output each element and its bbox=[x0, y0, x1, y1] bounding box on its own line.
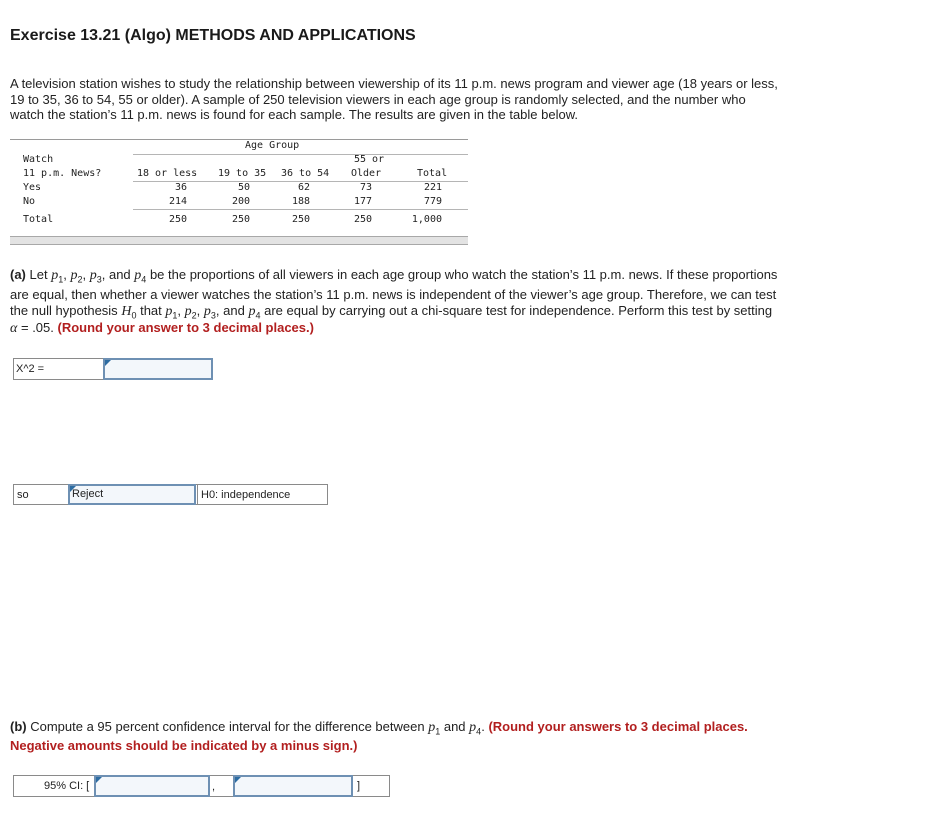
h0-label: H0: independence bbox=[201, 489, 291, 501]
table-cell: 177 bbox=[353, 196, 372, 207]
table-cell: 250 bbox=[353, 214, 372, 225]
table-col-header-line2: Older bbox=[351, 168, 382, 179]
part-a-text: = .05. bbox=[20, 320, 54, 335]
ci-label: 95% CI: [ bbox=[44, 780, 90, 792]
table-cell: 250 bbox=[168, 214, 187, 225]
var-p2: p bbox=[184, 304, 192, 319]
chi-square-input[interactable] bbox=[103, 358, 213, 380]
conclusion-divider bbox=[197, 485, 198, 504]
table-col-header: 55 or bbox=[354, 154, 385, 165]
var-p4: p bbox=[248, 304, 256, 319]
decision-dropdown[interactable] bbox=[68, 484, 196, 505]
round-note: (Round your answer to 3 decimal places.) bbox=[57, 320, 314, 335]
var-p4: p bbox=[134, 268, 142, 283]
word-and: and bbox=[108, 267, 131, 282]
round-note: (Round your answers to 3 decimal places. bbox=[488, 719, 748, 734]
var-sub: 4 bbox=[141, 274, 147, 285]
part-a-text: be the proportions of all viewers in each age group who watch the station’s 11 p.m. news. If these proportions bbox=[149, 267, 778, 282]
table-group-rule bbox=[133, 154, 468, 155]
var-sub: 0 bbox=[131, 310, 137, 321]
part-b-line-1 bbox=[10, 719, 910, 740]
ci-close-bracket: ] bbox=[357, 780, 361, 792]
var-sub: 3 bbox=[210, 310, 216, 321]
table-cell: 250 bbox=[231, 214, 250, 225]
table-col-header: 36 to 54 bbox=[281, 168, 330, 179]
intro-line-1: A television station wishes to study the relationship between viewership of its 11 p.m. news program and viewer age (18 years or less, bbox=[10, 76, 778, 91]
table-bottom-bar bbox=[10, 236, 468, 245]
intro-line-2: 19 to 35, 36 to 54, 55 or older). A sample of 250 television viewers in each age group is randomly selected, and the number who bbox=[10, 92, 746, 107]
var-p1: p bbox=[165, 304, 173, 319]
part-a-line-1: (a) Let $p_1$, $p_2$, $p_3$, and $p_4$ be the proportions of all viewers in each age group who watch the station’s 11 p.m. news. If these proportions bbox=[10, 267, 778, 285]
var-sub: 2 bbox=[77, 274, 83, 285]
intro-line-3: watch the station’s 11 p.m. news is found for each sample. The results are given in the table below. bbox=[10, 107, 578, 122]
var-sub: 3 bbox=[96, 274, 102, 285]
var-sub: 4 bbox=[476, 726, 482, 737]
table-row-label: No bbox=[23, 196, 36, 207]
var-sub: 1 bbox=[435, 726, 441, 737]
var-h0: H bbox=[121, 304, 132, 319]
ci-upper-input[interactable] bbox=[233, 775, 353, 797]
table-cell: 779 bbox=[423, 196, 442, 207]
part-a-label: (a) bbox=[10, 267, 26, 282]
table-top-rule bbox=[10, 139, 468, 140]
table-cell: 188 bbox=[291, 196, 310, 207]
so-label: so bbox=[17, 489, 29, 501]
table-col-header: Total bbox=[417, 168, 448, 179]
decision-value: Reject bbox=[72, 488, 104, 500]
var-sub: 1 bbox=[172, 310, 178, 321]
table-col-header: 18 or less bbox=[137, 168, 198, 179]
table-cell: 200 bbox=[231, 196, 250, 207]
part-b-text: Compute a 95 percent confidence interval for the difference between bbox=[30, 719, 425, 734]
part-b-label: (b) bbox=[10, 719, 27, 734]
var-p4: p bbox=[469, 720, 477, 735]
var-sub: 2 bbox=[191, 310, 197, 321]
part-a-text: the null hypothesis bbox=[10, 303, 118, 318]
part-a-text: that bbox=[140, 303, 162, 318]
table-cell: 50 bbox=[237, 182, 250, 193]
table-col-header: 19 to 35 bbox=[218, 168, 267, 179]
var-alpha: α bbox=[10, 321, 18, 336]
table-row-label: Yes bbox=[23, 182, 42, 193]
part-a-text: are equal by carrying out a chi-square test for independence. Perform this test by setting bbox=[264, 303, 773, 318]
word-and: and bbox=[223, 303, 245, 318]
table-cell: 73 bbox=[359, 182, 372, 193]
table-cell: 62 bbox=[297, 182, 310, 193]
table-cell: 214 bbox=[168, 196, 187, 207]
var-p3: p bbox=[89, 268, 97, 283]
table-row-header-line2: 11 p.m. News? bbox=[23, 168, 102, 179]
table-cell: 36 bbox=[174, 182, 187, 193]
var-sub: 1 bbox=[58, 274, 64, 285]
var-sub: 4 bbox=[255, 310, 261, 321]
table-row-label: Total bbox=[23, 214, 54, 225]
table-row-header-line1: Watch bbox=[23, 154, 54, 165]
negative-note: Negative amounts should be indicated by a minus sign.) bbox=[10, 738, 358, 753]
var-p3: p bbox=[203, 304, 211, 319]
page-title: Exercise 13.21 (Algo) METHODS AND APPLICATIONS bbox=[10, 27, 416, 44]
part-a-text: Let bbox=[29, 267, 48, 282]
chi-square-label: X^2 = bbox=[16, 363, 45, 375]
part-b-dot: . bbox=[481, 719, 485, 734]
ci-lower-input[interactable] bbox=[94, 775, 210, 797]
var-p2: p bbox=[70, 268, 78, 283]
part-a-line-2: are equal, then whether a viewer watches the station’s 11 p.m. news is independent of the viewer’s age group. Therefore, we can test bbox=[10, 287, 777, 302]
var-p1: p bbox=[428, 720, 436, 735]
table-cell: 1,000 bbox=[411, 214, 442, 225]
table-cell: 250 bbox=[291, 214, 310, 225]
table-group-header: Age Group bbox=[245, 140, 300, 151]
table-total-rule bbox=[133, 209, 468, 210]
table-cell: 221 bbox=[423, 182, 442, 193]
var-p1: p bbox=[51, 268, 59, 283]
ci-comma: , bbox=[212, 781, 216, 793]
part-a-line-4 bbox=[10, 320, 910, 337]
part-a-line-3: the null hypothesis $H_0$ that $p_1$, $p_2$, $p_3$, and $p_4$ are equal by carrying out a chi-square test for independence. Perform this test by setting bbox=[10, 303, 773, 321]
word-and: and bbox=[443, 719, 466, 734]
